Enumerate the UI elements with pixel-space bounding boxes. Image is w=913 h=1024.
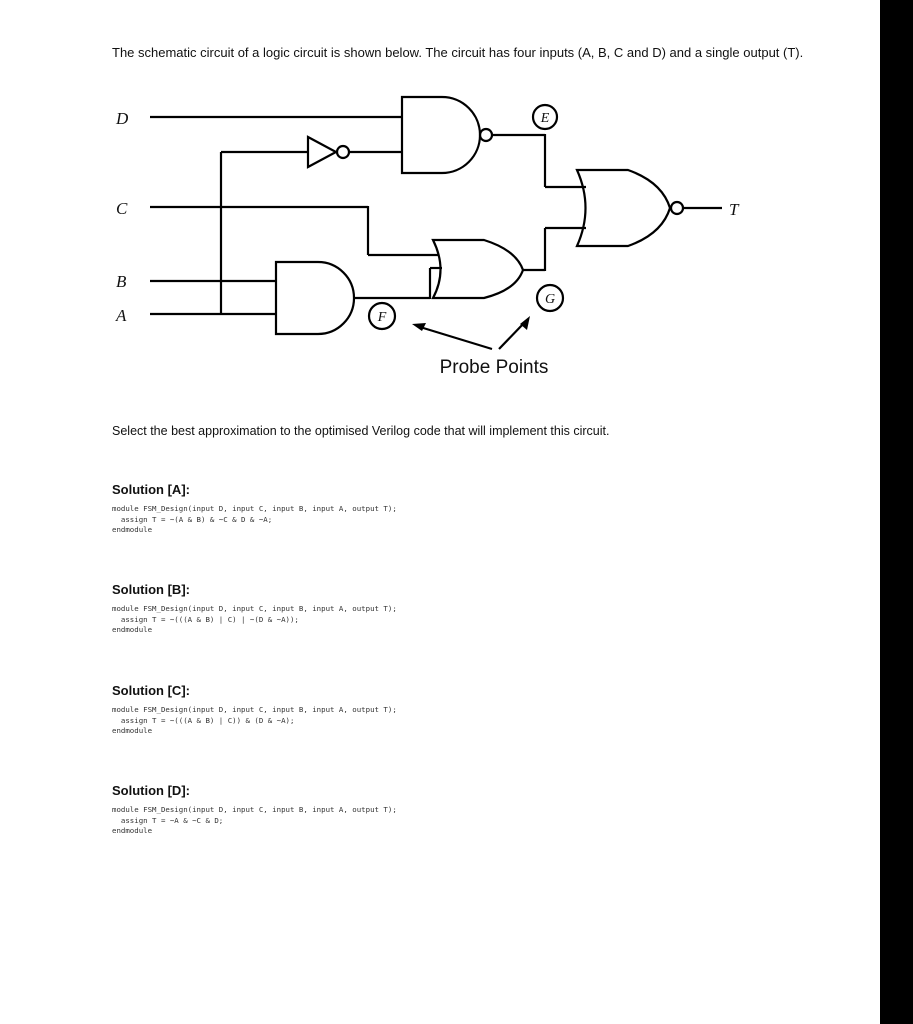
solution-a	[112, 482, 812, 536]
solution-c-code-line1: module FSM_Design(input D, input C, input B, input A, output T);	[112, 705, 397, 714]
solution-d-code-line3: endmodule	[112, 826, 153, 835]
probe-arrow-g	[499, 322, 525, 349]
solution-c-code-line2: assign T = ~(((A & B) | C)) & (D & ~A);	[112, 715, 295, 725]
solution-b-title: Solution [B]:	[112, 582, 190, 597]
nand-gate-top-bubble	[480, 129, 492, 141]
solution-b-code-line2: assign T = ~(((A & B) | C) | ~(D & ~A));	[112, 614, 299, 624]
probe-arrow-f	[420, 327, 492, 349]
label-input-b: B	[116, 272, 127, 291]
not-gate	[308, 137, 336, 167]
solution-b-code-line1: module FSM_Design(input D, input C, input B, input A, output T);	[112, 604, 397, 613]
probe-points-caption: Probe Points	[439, 357, 549, 378]
label-input-a: A	[116, 306, 127, 325]
solution-c-title: Solution [C]:	[112, 683, 190, 698]
label-output-t: T	[729, 200, 739, 219]
logic-circuit-diagram	[100, 90, 800, 390]
not-gate-bubble	[337, 146, 349, 158]
solution-c-code-line3: endmodule	[112, 726, 153, 735]
solution-a-title: Solution [A]:	[112, 482, 190, 497]
solution-a-code-line3: endmodule	[112, 525, 153, 534]
probe-arrowhead-g	[520, 316, 530, 330]
solution-d-code-line1: module FSM_Design(input D, input C, input B, input A, output T);	[112, 805, 397, 814]
solution-a-code-line2: assign T = ~(A & B) & ~C & D & ~A;	[112, 514, 273, 524]
nor-gate-bubble	[671, 202, 683, 214]
label-input-d: D	[116, 109, 129, 128]
label-probe-e: E	[540, 111, 550, 126]
label-probe-g: G	[544, 292, 556, 307]
solution-d-code-line2: assign T = ~A & ~C & D;	[112, 815, 224, 825]
solution-d-title: Solution [D]:	[112, 783, 190, 798]
solution-a-code-line1: module FSM_Design(input D, input C, input B, input A, output T);	[112, 504, 397, 513]
or-gate-middle	[433, 240, 523, 298]
probe-arrowhead-f	[412, 323, 426, 331]
solution-c	[112, 683, 812, 737]
solution-b-code-line3: endmodule	[112, 625, 153, 634]
label-probe-f: F	[377, 310, 387, 325]
solution-b	[112, 582, 812, 636]
nor-gate-output	[577, 170, 670, 246]
intro-text: The schematic circuit of a logic circuit is shown below. The circuit has four inputs (A, B, C and D) and a single output (T).	[112, 45, 804, 60]
label-input-c: C	[116, 199, 128, 218]
and-gate-bottom	[276, 262, 354, 334]
solution-d	[112, 783, 812, 837]
question-text: Select the best approximation to the optimised Verilog code that will implement this circuit.	[112, 424, 610, 438]
nand-gate-top	[402, 97, 480, 173]
